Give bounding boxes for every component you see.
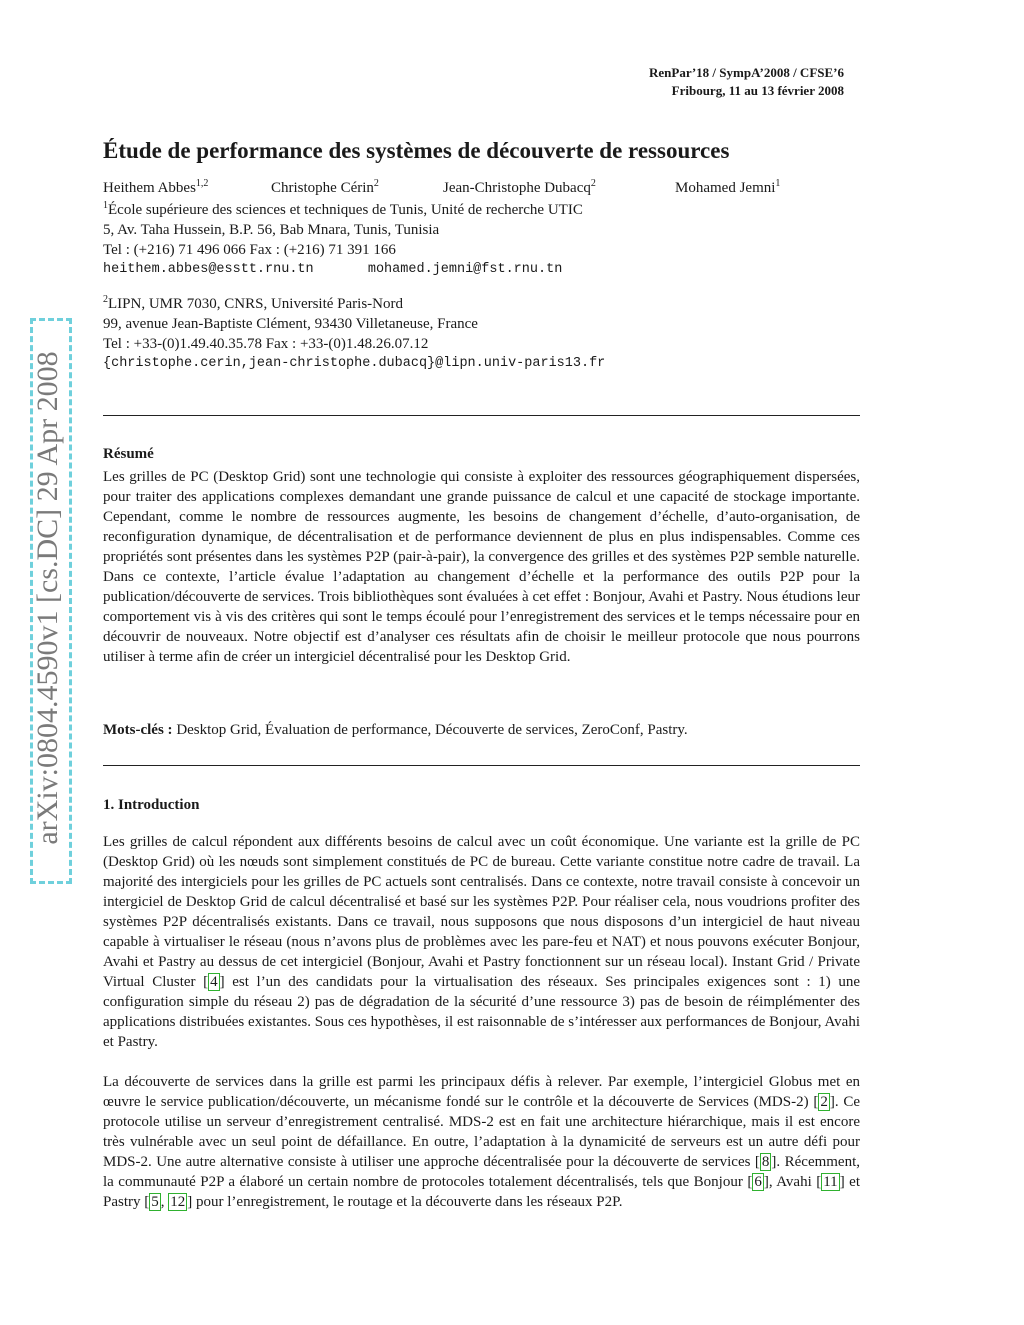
- paragraph: Les grilles de calcul répondent aux différents besoins de calcul avec un coût économique. Une variante est la grille de PC (Desktop Grid) où les nœuds sont simplement constitués de PC de bureau. Cette variante constitue notre cadre de travail. La majorité des intergiciels pour les grilles de PC actuels sont centralisés. Dans ce contexte, notre travail consiste à concevoir un intergiciel de Desktop Grid de calcul décentralisé et basé sur les systèmes P2P. Pour réaliser cela, nous voudrions profiter des systèmes P2P décentralisés existants. Dans ce travail, nous supposons que nous disposons d’un intergiciel de haut niveau capable à virtualiser le réseau (nous n’avons plus de problèmes avec les pare-feu et NAT) et nous pouvons exécuter Bonjour, Avahi et Pastry au dessus de cet intergiciel (Bonjour, Avahi et Pastry fonctionnent sur un réseau local). Instant Grid / Private Virtual Cluster [ 4 ] est l’un des candidats pour la virtualisation des réseaux. Ses principales exigences sont : 1) une configuration simple du réseau 2) pas de dégradation de la sécurité d’une ressource 3) pas de besoin de réimplémenter des applications distribuées existantes. Sous ces hypothèses, il est raisonnable de s’intéresser aux performances de Bonjour, Avahi et Pastry.: [103, 834, 860, 1050]
- divider: [103, 765, 860, 766]
- author-name: Heithem Abbes: [103, 180, 196, 196]
- conference-header: [649, 64, 844, 100]
- affiliation-sup: 1: [103, 200, 108, 211]
- author-name: Christophe Cérin: [271, 180, 374, 196]
- author-sup: 1,2: [195, 178, 209, 189]
- author-name: Jean-Christophe Dubacq: [443, 180, 591, 196]
- keywords: [103, 720, 860, 740]
- keywords-text: Desktop Grid, Évaluation de performance, Découverte de services, ZeroConf, Pastry.: [176, 722, 688, 738]
- paragraph-text: , Avahi: [768, 1174, 817, 1190]
- divider: [103, 415, 860, 416]
- citation-link[interactable]: 6: [754, 1174, 762, 1190]
- conference-line1: RenPar’18 / SympA’2008 / CFSE’6: [649, 65, 844, 80]
- keywords-label: Mots-clés :: [103, 722, 173, 738]
- author-sup: 2: [373, 178, 379, 189]
- author-sup: 1: [775, 178, 781, 189]
- abstract-heading: Résumé: [103, 446, 154, 462]
- conference-line2: Fribourg, 11 au 13 février 2008: [671, 83, 844, 98]
- affiliation-name: École supérieure des sciences et techniques de Tunis, Unité de recherche UTIC: [108, 202, 583, 218]
- arxiv-stamp[interactable]: arXiv:0804.4590v1 [cs.DC] 29 Apr 2008: [31, 351, 64, 845]
- paper-title: Étude de performance des systèmes de découverte de ressources: [103, 138, 730, 163]
- paragraph: La découverte de services dans la grille est parmi les principaux défis à relever. Par exemple, l’intergiciel Globus met en œuvre le service publication/découverte, un mécanisme fondé sur le contrôle et la découverte de Services (MDS-2) [ 2 ]. Ce protocole utilise un serveur d’enregistrement centralisé. MDS-2 est en fait une architecture hiérarchique, mais il est encore très vulnérable avec un seul point de défaillance. En outre, l’adaptation à la dynamicité de serveurs est un autre défi pour MDS-2. Une autre alternative consiste à utiliser une approche décentralisée pour la découverte de services [ 8 ]. Récemment, la communauté P2P a élaboré un certain nombre de protocoles totalement décentralisés, tels que Bonjour [ 6 ], Avahi [ 11 ] et Pastry [ 5 , 12 ] pour l’enregistrement, le routage et la découverte dans les réseaux P2P.: [103, 1074, 861, 1210]
- affiliation-address: 5, Av. Taha Hussein, B.P. 56, Bab Mnara, Tunis, Tunisia: [103, 222, 440, 238]
- affiliation-phone: Tel : (+216) 71 496 066 Fax : (+216) 71 391 166: [103, 242, 396, 258]
- affiliation-1: [103, 200, 583, 280]
- paragraph-text: et Pastry: [103, 1174, 860, 1210]
- author-entry: [675, 178, 780, 198]
- affiliation-2: [103, 294, 605, 374]
- email-link[interactable]: {christophe.cerin,jean-christophe.dubacq}@lipn.univ-paris13.fr: [103, 356, 606, 371]
- email-link[interactable]: heithem.abbes@esstt.rnu.tn: [103, 262, 314, 277]
- affiliation-address: 99, avenue Jean-Baptiste Clément, 93430 Villetaneuse, France: [103, 316, 478, 332]
- paragraph-text: Les grilles de calcul répondent aux différents besoins de calcul avec un coût économique. Une variante est la grille de PC (Desktop Grid) où les nœuds sont simplement constitués de PC de bureau. Cette variante constitue notre cadre de travail. La majorité des intergiciels pour les grilles de PC actuels sont centralisés. Dans ce contexte, notre travail consiste à concevoir un intergiciel de Desktop Grid de calcul décentralisé et basé sur les systèmes P2P. Pour réaliser cela, nous voudrions profiter des systèmes P2P décentralisés existants. Dans ce travail, nous supposons que nous disposons d’un intergiciel de haut niveau capable à virtualiser le réseau (nous n’avons plus de problèmes avec les pare-feu et NAT) et nous pouvons exécuter Bonjour, Avahi et Pastry au dessus de cet intergiciel (Bonjour, Avahi et Pastry fonctionnent sur un réseau local). Instant Grid / Private Virtual Cluster: [103, 834, 860, 990]
- paragraph-text: . Ce protocole utilise un serveur d’enregistrement centralisé. MDS-2 est en fait une architecture hiérarchique, mais il est encore très vulnérable avec un seul point de défaillance. En outre, l’adaptation à la dynamicité de serveurs est un autre défi pour MDS-2. Une autre alternative consiste à utiliser une approche décentralisée pour la découverte de services: [103, 1094, 860, 1170]
- section-heading: 1. Introduction: [103, 797, 200, 813]
- citation-link[interactable]: 12: [170, 1194, 186, 1210]
- affiliation-name: LIPN, UMR 7030, CNRS, Université Paris-Nord: [108, 296, 403, 312]
- paragraph-text: La découverte de services dans la grille est parmi les principaux défis à relever. Par exemple, l’intergiciel Globus met en œuvre le service publication/découverte, un mécanisme fondé sur le contrôle et la découverte de Services (MDS-2): [103, 1074, 860, 1110]
- author-sup: 2: [590, 178, 596, 189]
- author-entry: [271, 178, 379, 198]
- author-entry: [443, 178, 596, 198]
- affiliation-phone: Tel : +33-(0)1.49.40.35.78 Fax : +33-(0)1.48.26.07.12: [103, 336, 429, 352]
- paragraph-text: pour l’enregistrement, le routage et la découverte dans les réseaux P2P.: [192, 1194, 623, 1210]
- affiliation-sup: 2: [103, 294, 108, 305]
- paragraph-text: . Récemment, la communauté P2P a élaboré un certain nombre de protocoles totalement décentralisés, tels que Bonjour: [103, 1154, 861, 1190]
- citation-link[interactable]: 8: [761, 1154, 770, 1170]
- abstract-text: Les grilles de PC (Desktop Grid) sont une technologie qui consiste à exploiter des ressources géographiquement dispersées, pour traiter des applications complexes demandant une grande puissance de calcul et une capacité de stockage importante. Cependant, comme le nombre de ressources augmente, les besoins de changement d’échelle, d’auto-organisation, de reconfiguration dynamique, de décentralisation et de performance deviennent de plus en plus indispensables. Comme ces propriétés sont présentes dans les systèmes P2P (pair-à-pair), la convergence des grilles et des systèmes P2P semble naturelle. Dans ce contexte, l’article évalue l’adaptation au changement d’échelle et la performance des outils P2P pour la publication/découverte de services. Trois bibliothèques sont évaluées à cet effet : Bonjour, Avahi et Pastry. Nous étudions leur comportement vis à vis des critères qui sont le temps écoulé pour l’enregistrement des services et le temps nécessaire pour en découvrir de nouveaux. Notre objectif est d’analyser ces résultats afin de choisir le meilleur protocole que nous pourrons utiliser à terme afin de créer un intergiciel décentralisé pour les Desktop Grid.: [103, 469, 860, 665]
- citation-link[interactable]: 11: [823, 1174, 838, 1190]
- email-link[interactable]: mohamed.jemni@fst.rnu.tn: [367, 262, 563, 277]
- author-name: Mohamed Jemni: [675, 180, 776, 196]
- paragraph-text: est l’un des candidats pour la virtualisation des réseaux. Ses principales exigences sont : 1) une configuration simple du réseau 2) pas de dégradation de la sécurité d’une ressource 3) pas de besoin de réimplémenter des applications distribuées existantes. Sous ces hypothèses, il est raisonnable de s’intéresser aux performances de Bonjour, Avahi et Pastry.: [103, 974, 860, 1050]
- citation-link[interactable]: 4: [210, 974, 218, 990]
- author-list: [103, 178, 208, 198]
- citation-link[interactable]: 2: [820, 1094, 828, 1110]
- citation-link[interactable]: 5: [151, 1194, 159, 1210]
